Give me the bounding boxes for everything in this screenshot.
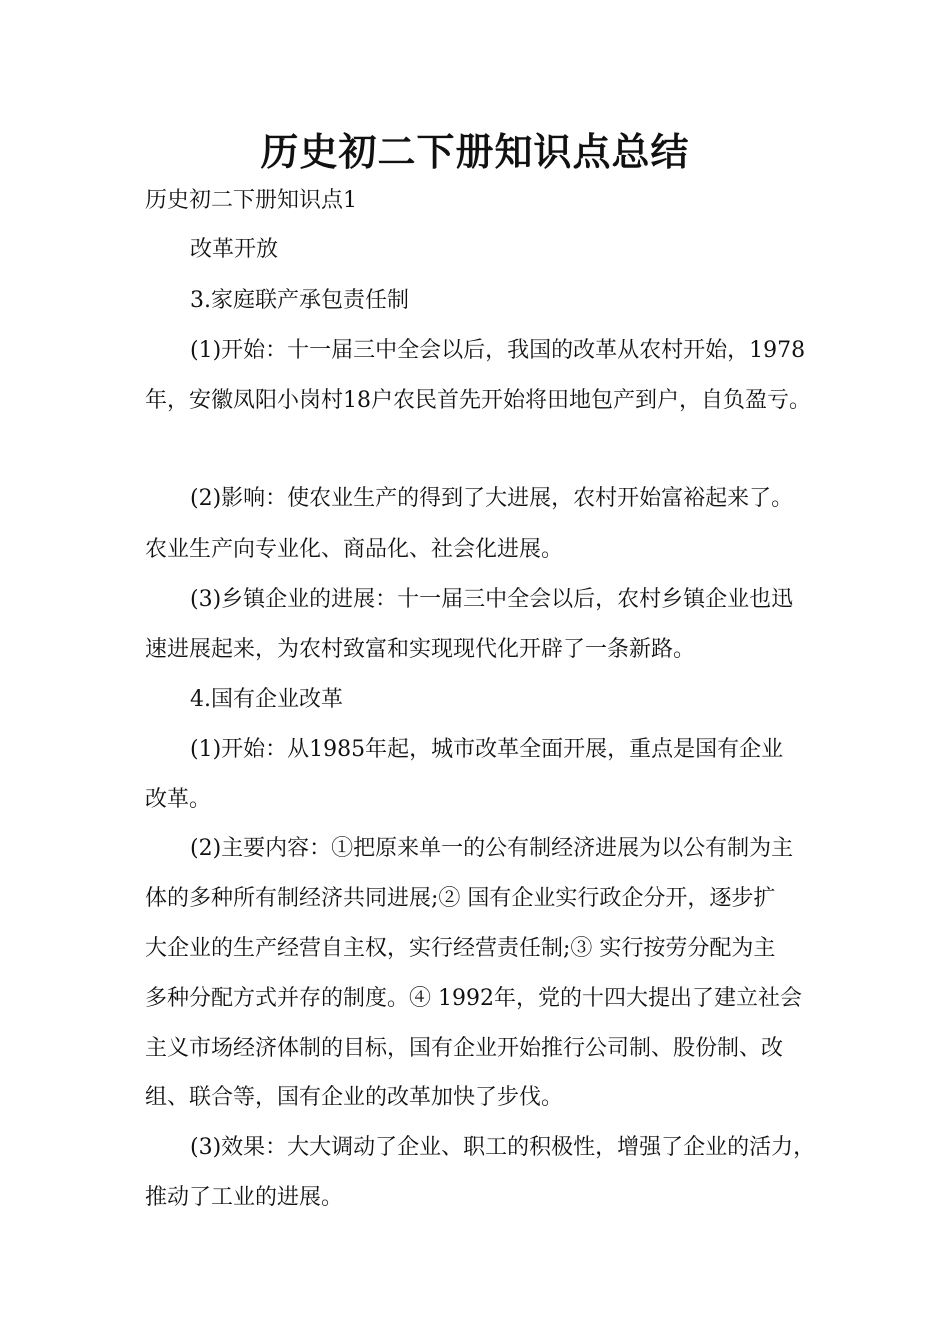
paragraph-line: (2)影响：使农业生产的得到了大进展，农村开始富裕起来了。 [190, 486, 794, 511]
paragraph-line: 农业生产向专业化、商品化、社会化进展。 [145, 537, 564, 562]
paragraph-line: 改革。 [145, 787, 212, 812]
subsection-heading: 3.家庭联产承包责任制 [190, 288, 409, 313]
paragraph-line: (2)主要内容：①把原来单一的公有制经济进展为以公有制为主 [190, 836, 794, 861]
paragraph-line: (1)开始：从1985年起，城市改革全面开展，重点是国有企业 [190, 737, 784, 762]
paragraph-line: 体的多种所有制经济共同进展;② 国有企业实行政企分开，逐步扩 [145, 886, 776, 911]
paragraph-line: 组、联合等，国有企业的改革加快了步伐。 [145, 1085, 564, 1110]
document-title: 历史初二下册知识点总结 [260, 130, 690, 174]
paragraph-line: 推动了工业的进展。 [145, 1185, 344, 1210]
paragraph-line: 主义市场经济体制的目标，国有企业开始推行公司制、股份制、改 [145, 1036, 784, 1061]
paragraph-line: 大企业的生产经营自主权，实行经营责任制;③ 实行按劳分配为主 [145, 936, 776, 961]
section-heading: 历史初二下册知识点1 [145, 188, 357, 213]
paragraph-line: (3)乡镇企业的进展：十一届三中全会以后，农村乡镇企业也迅 [190, 587, 794, 612]
paragraph-line: 速进展起来，为农村致富和实现现代化开辟了一条新路。 [145, 637, 696, 662]
paragraph-line: 多种分配方式并存的制度。④ 1992年，党的十四大提出了建立社会 [145, 986, 802, 1011]
paragraph-line: (3)效果：大大调动了企业、职工的积极性，增强了企业的活力， [190, 1135, 816, 1160]
subsection-heading: 4.国有企业改革 [190, 687, 343, 712]
paragraph-line: 年，安徽凤阳小岗村18户农民首先开始将田地包产到户，自负盈亏。 [145, 388, 811, 413]
topic-heading: 改革开放 [190, 237, 279, 262]
paragraph-line: (1)开始：十一届三中全会以后，我国的改革从农村开始，1978 [190, 338, 806, 363]
